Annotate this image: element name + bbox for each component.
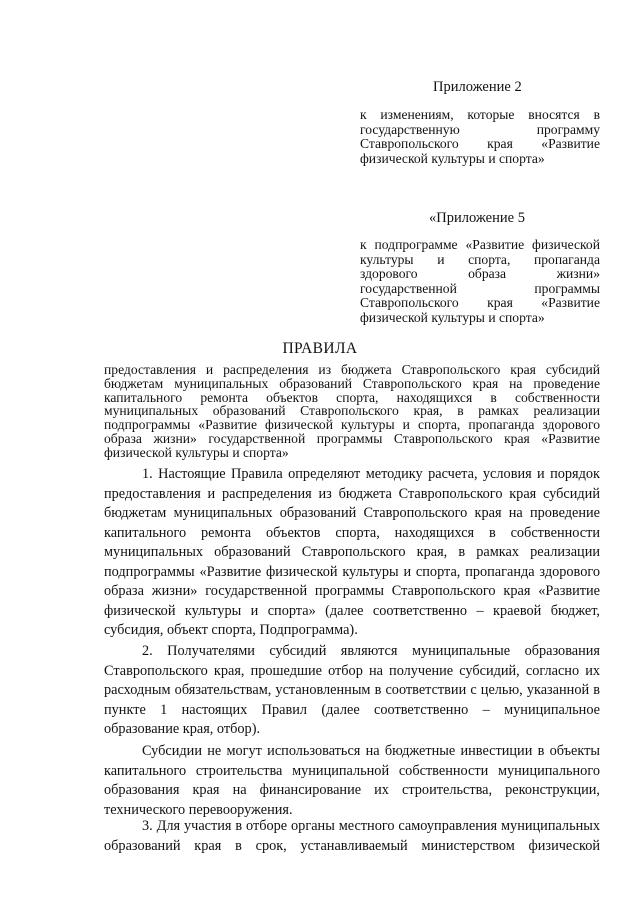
annex-2-title: Приложение 2: [433, 79, 522, 95]
annex-2-text: к изменениям, которые вносятся в государственную программу Ставропольского края «Развитие физической культуры и спорта»: [360, 107, 600, 166]
paragraph-3-text: 3. Для участия в отборе органы местного самоуправления муниципальных образований края в срок, устанавливаемый министерством физической: [104, 818, 600, 854]
paragraph-2-text: 2. Получателями субсидий являются муниципальные образования Ставропольского края, прошедшие отбор на получение субсидий, согласно их расходным обязательствам, установленным в соответствии с целью, указанной в пункте 1 настоящих Правил (далее соответственно – муниципальное образование края, отбор).: [104, 643, 600, 737]
paragraph-3: [104, 817, 600, 856]
annex-5-text: к подпрограмме «Развитие физической культуры и спорта, пропаганда здорового образа жизни» государственной программы Ставропольского края «Развитие физической культуры и спорта»: [360, 237, 600, 325]
paragraph-2-subsidies-text: Субсидии не могут использоваться на бюджетные инвестиции в объекты капитального строительства муниципальной собственности муниципального образования края на финансирование их строительства, реконструкции, технического перевооружения.: [104, 743, 600, 818]
annex-5-title: «Приложение 5: [429, 210, 525, 226]
document-subtitle: предоставления и распределения из бюджета Ставропольского края субсидий бюджетам муниципальных образований Ставропольского края на проведение капитального ремонта объектов спорта, находящихся в собственности муниципальных образований Ставропольского края, в рамках реализации подпрограммы «Развитие физической культуры и спорта, пропаганда здорового образа жизни» государственной программы Ставропольского края «Развитие физической культуры и спорта»: [104, 362, 600, 460]
paragraph-1-text: 1. Настоящие Правила определяют методику расчета, условия и порядок предоставления и распределения из бюджета Ставропольского края субсидий бюджетам муниципальных образований Ставропольского края на проведение капитального ремонта объектов спорта, находящихся в собственности муниципальных образований Ставропольского края, в рамках реализации подпрограммы «Развитие физической культуры и спорта, пропаганда здорового образа жизни» государственной программы Ставропольского края «Развитие физической культуры и спорта» (далее соответственно – краевой бюджет, субсидия, объект спорта, Подпрограмма).: [104, 466, 600, 638]
paragraph-1: [104, 465, 600, 641]
paragraph-2: [104, 642, 600, 740]
paragraph-2-subsidies: [104, 742, 600, 820]
document-title: ПРАВИЛА: [282, 340, 358, 357]
